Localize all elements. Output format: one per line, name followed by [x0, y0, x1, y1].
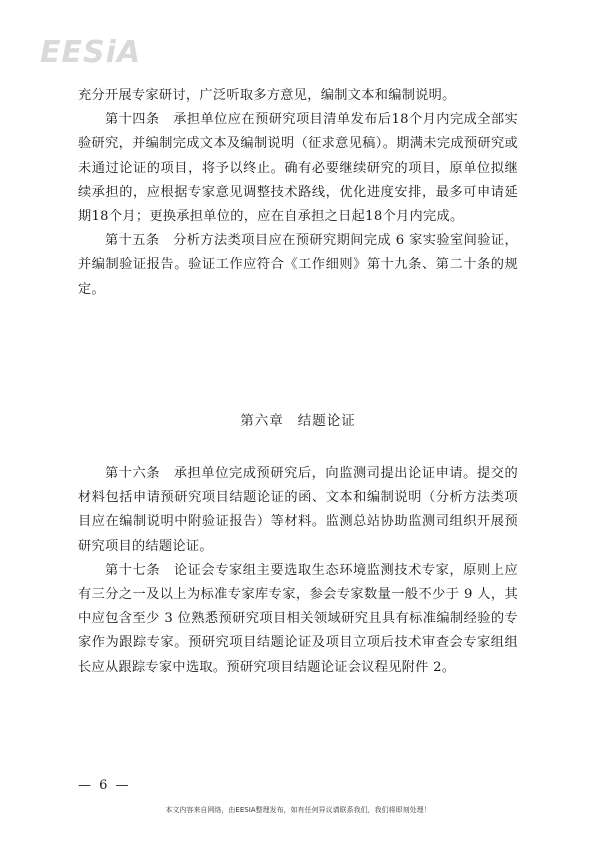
footer-disclaimer: 本文内容来自网络，由EESIA整理发布，如有任何异议请联系我们，我们将即刻处理！	[165, 806, 431, 814]
page-number: — 6 —	[78, 778, 131, 793]
chapter-heading	[0, 409, 596, 433]
paragraph-article-16: 第十六条 承担单位完成预研究后，向监测司提出论证申请。提交的材料包括申请预研究项目结题论证的函、文本和编制说明（分析方法类项目应在编制说明中附验证报告）等材料。监测总站协助监测司组织开展预研究项目的结题论证。	[78, 466, 518, 554]
chapter-number: 第六章	[240, 413, 284, 429]
paragraph-continuation: 充分开展专家研讨，广泛听取多方意见，编制文本和编制说明。	[78, 88, 456, 103]
paragraph-article-15: 第十五条 分析方法类项目应在预研究期间完成 6 家实验室间验证，并编制验证报告。验证工作应符合《工作细则》第十九条、第二十条的规定。	[78, 233, 518, 297]
eesia-logo: EESiA	[40, 35, 142, 70]
paragraph-article-17: 第十七条 论证会专家组主要选取生态环境监测技术专家，原则上应有三分之一及以上为标准专家库专家，参会专家数量一般不少于 9 人，其中应包含至少 3 位熟悉预研究项目相关领域研究且具有标准编制经验的专家作为跟踪专家。预研究项目结题论证及项目立项后技术审查会专家组组长应从跟踪专家中选取。预研究项目结题论证会议程见附件 2。	[78, 562, 518, 675]
body-section-1	[78, 84, 518, 302]
chapter-title: 结题论证	[297, 413, 356, 429]
paragraph-article-14: 第十四条 承担单位应在预研究项目清单发布后18个月内完成全部实验研究，并编制完成文本及编制说明（征求意见稿）。期满未完成预研究或未通过论证的项目，将予以终止。确有必要继续研究的项目，原单位拟继续承担的，应根据专家意见调整技术路线，优化进度安排，最多可申请延期18个月；更换承担单位的，应在自承担之日起18个月内完成。	[78, 112, 518, 225]
body-section-2	[78, 462, 518, 680]
